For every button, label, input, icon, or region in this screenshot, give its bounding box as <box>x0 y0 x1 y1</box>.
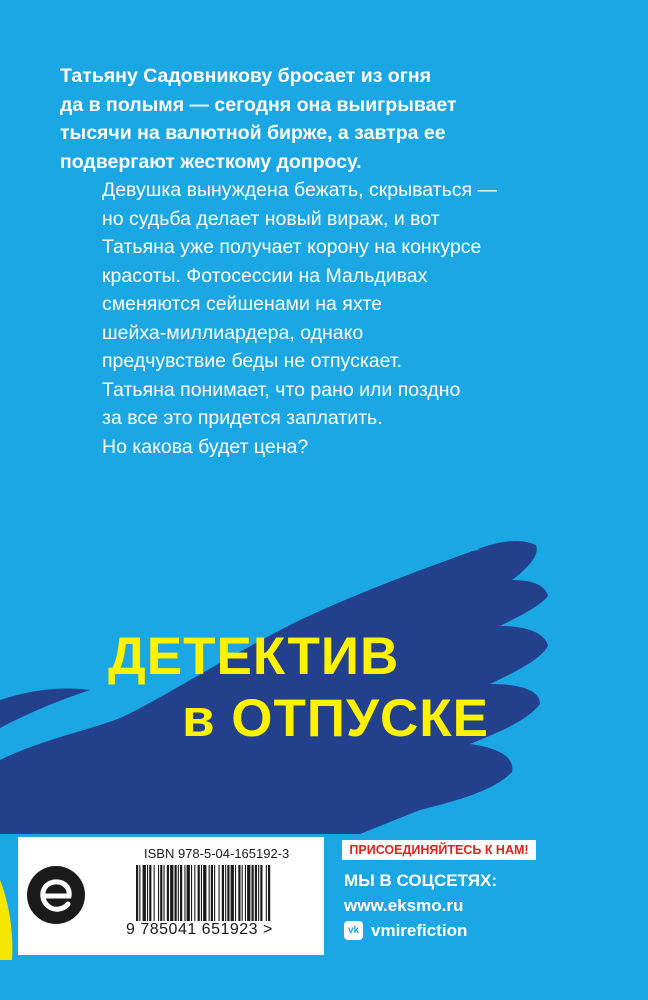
vk-handle: vmirefiction <box>371 921 468 940</box>
join-banner: ПРИСОЕДИНЯЙТЕСЬ К НАМ! <box>342 840 536 860</box>
blurb-lead-line: Татьяну Садовникову бросает из огня <box>60 65 431 87</box>
blurb-body-line: Девушка вынуждена бежать, скрываться — <box>102 179 497 201</box>
barcode-bar <box>180 865 182 921</box>
barcode-bar <box>164 865 165 921</box>
barcode-bar <box>143 865 146 921</box>
barcode-bar <box>266 865 267 921</box>
blurb-body-line: красоты. Фотосессии на Мальдивах <box>102 264 428 287</box>
blurb-body-line: Но какова будет цена? <box>102 435 309 458</box>
blurb-body <box>102 176 600 461</box>
barcode-bar <box>175 865 177 921</box>
barcode-bar <box>149 865 151 921</box>
barcode-bar <box>255 865 257 921</box>
website-link[interactable]: www.eksmo.ru <box>344 896 464 915</box>
barcode-bar <box>203 865 206 921</box>
barcode-bar <box>235 865 236 921</box>
barcode-bar <box>136 865 138 921</box>
barcode-bar <box>242 865 243 921</box>
barcode-bar <box>201 865 202 921</box>
barcode-bar <box>268 865 270 921</box>
barcode-bar <box>214 865 215 921</box>
blurb-lead-line: да в полымя — сегодня она выигрывает <box>60 93 457 116</box>
barcode-bar <box>139 865 140 921</box>
barcode-panel <box>18 837 324 955</box>
blurb-lead-line: тысячи на валютной бирже, а завтра ее <box>60 122 446 144</box>
blurb-body-line: предчувствие беды не отпускает. <box>102 350 403 372</box>
barcode-bar <box>158 865 159 921</box>
barcode-bar <box>178 865 179 921</box>
eksmo-logo-icon <box>26 865 86 925</box>
barcode-bar <box>191 865 192 921</box>
barcode <box>136 865 316 925</box>
barcode-bar <box>209 865 210 921</box>
ean-digits: 9 785041 651923 > <box>126 921 273 938</box>
barcode-bar <box>170 865 173 921</box>
vk-link[interactable] <box>344 918 497 943</box>
social-block <box>344 868 497 943</box>
barcode-bar <box>238 865 240 921</box>
barcode-bar <box>167 865 169 921</box>
yellow-accent <box>0 880 12 960</box>
blurb-body-line: Татьяна уже получает корону на конкурсе <box>102 236 482 258</box>
barcode-bar <box>225 865 226 921</box>
barcode-bar <box>247 865 250 921</box>
blurb-body-line: за все это придется заплатить. <box>102 407 383 429</box>
series-title-line1: ДЕТЕКТИВ <box>108 627 400 686</box>
barcode-bar <box>260 865 262 921</box>
barcode-bar <box>222 865 224 921</box>
barcode-bar <box>160 865 162 921</box>
barcode-bar <box>231 865 234 921</box>
isbn-text: ISBN 978-5-04-165192-3 <box>144 846 290 861</box>
barcode-bar <box>258 865 259 921</box>
barcode-bar <box>147 865 148 921</box>
blurb-body-line: но судьба делает новый вираж, и вот <box>102 207 440 230</box>
barcode-bar <box>194 865 195 921</box>
barcode-bar <box>252 865 254 921</box>
barcode-bar <box>187 865 190 921</box>
blurb-body-line: сменяются сейшенами на яхте <box>102 293 382 315</box>
blurb-body-line: шейха-миллиардера, однако <box>102 321 364 344</box>
vk-icon: vk <box>344 921 363 940</box>
social-heading: МЫ В СОЦСЕТЯХ: <box>344 871 498 890</box>
blurb <box>60 62 600 461</box>
blurb-lead-line: подвергают жесткому допросу. <box>60 150 362 173</box>
barcode-bar <box>227 865 229 921</box>
barcode-bar <box>219 865 220 921</box>
blurb-lead <box>60 62 600 176</box>
barcode-bar <box>154 865 155 921</box>
series-title-line2: в ОТПУСКЕ <box>182 689 489 748</box>
barcode-bar <box>198 865 200 921</box>
barcode-bar <box>184 865 185 921</box>
series-title <box>108 626 489 750</box>
barcode-bar <box>211 865 213 921</box>
blurb-body-line: Татьяна понимает, что рано или поздно <box>102 378 461 401</box>
barcode-bar <box>245 865 246 921</box>
